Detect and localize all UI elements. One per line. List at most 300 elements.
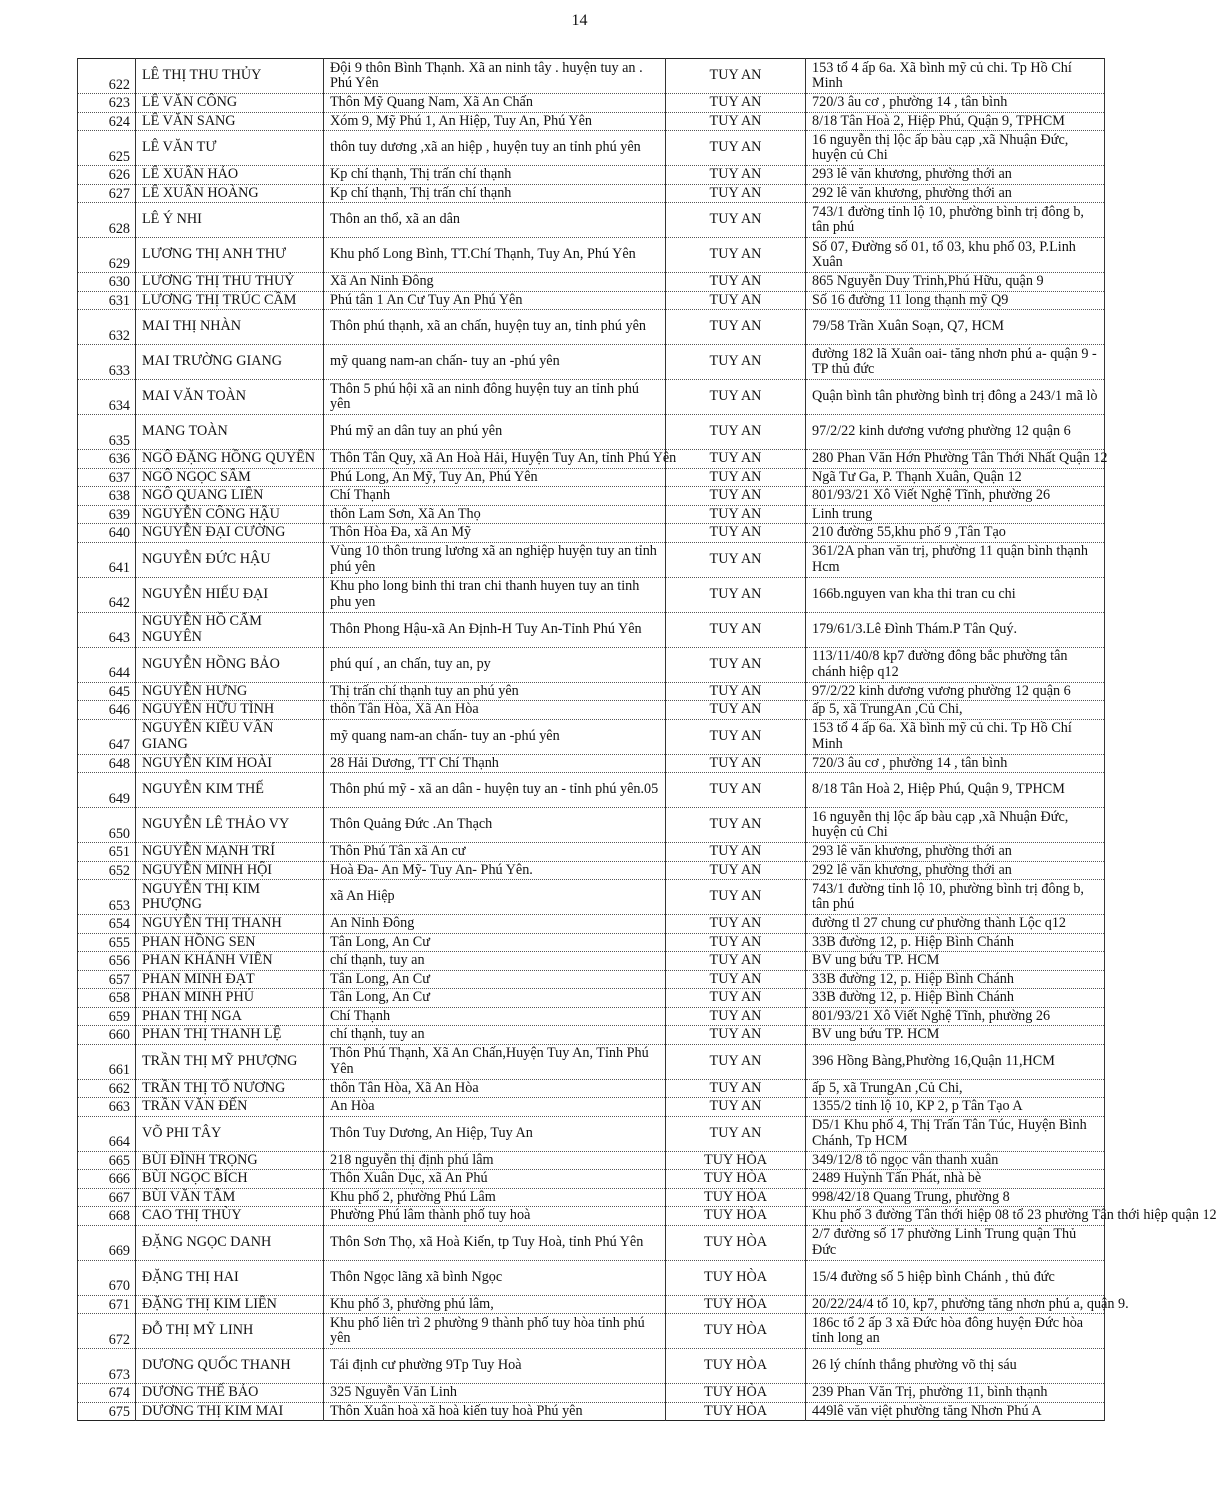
table-row bbox=[78, 754, 1105, 773]
row-number: 651 bbox=[78, 843, 136, 862]
home-address: Thôn Xuân Dục, xã An Phú bbox=[324, 1170, 666, 1189]
district: TUY HÒA bbox=[666, 1402, 806, 1421]
table-row bbox=[78, 1295, 1105, 1314]
home-address: Tái định cư phường 9Tp Tuy Hoà bbox=[324, 1349, 666, 1384]
current-address: 801/93/21 Xô Viết Nghệ Tĩnh, phường 26 bbox=[806, 487, 1105, 506]
home-address: Khu phố liên trì 2 phường 9 thành phố tuy hòa tỉnh phú yên bbox=[324, 1314, 666, 1349]
current-address: 293 lê văn khương, phường thới an bbox=[806, 843, 1105, 862]
full-name: NGUYỄN HIẾU ĐẠI bbox=[136, 577, 324, 612]
full-name: NGÔ QUANG LIÊN bbox=[136, 487, 324, 506]
full-name: BÙI VĂN TÂM bbox=[136, 1188, 324, 1207]
home-address: chí thạnh, tuy an bbox=[324, 1026, 666, 1045]
row-number: 663 bbox=[78, 1098, 136, 1117]
home-address: Thôn Quảng Đức .An Thạch bbox=[324, 808, 666, 843]
table-row bbox=[78, 647, 1105, 682]
table-row bbox=[78, 1384, 1105, 1403]
member-table bbox=[77, 58, 1217, 1421]
home-address: Chí Thạnh bbox=[324, 487, 666, 506]
row-number: 674 bbox=[78, 1384, 136, 1403]
row-number: 657 bbox=[78, 970, 136, 989]
current-address: 292 lê văn khương, phường thới an bbox=[806, 861, 1105, 880]
district: TUY HÒA bbox=[666, 1188, 806, 1207]
district: TUY AN bbox=[666, 238, 806, 273]
table-row bbox=[78, 166, 1105, 185]
table-row bbox=[78, 880, 1105, 915]
home-address: Thôn an thổ, xã an dân bbox=[324, 203, 666, 238]
home-address: thôn Tân Hòa, Xã An Hòa bbox=[324, 701, 666, 720]
full-name: PHAN THỊ THANH LỆ bbox=[136, 1026, 324, 1045]
full-name: LƯƠNG THỊ TRÚC CẦM bbox=[136, 291, 324, 310]
home-address: mỹ quang nam-an chấn- tuy an -phú yên bbox=[324, 345, 666, 380]
table-row bbox=[78, 861, 1105, 880]
district: TUY AN bbox=[666, 719, 806, 754]
table-row bbox=[78, 1402, 1105, 1421]
full-name: BÙI NGỌC BÍCH bbox=[136, 1170, 324, 1189]
table-row bbox=[78, 719, 1105, 754]
home-address: Kp chí thạnh, Thị trấn chí thạnh bbox=[324, 184, 666, 203]
full-name: NGUYỄN KIỀU VÂN GIANG bbox=[136, 719, 324, 754]
home-address: Thôn 5 phú hội xã an ninh đông huyện tuy an tỉnh phú yên bbox=[324, 380, 666, 415]
full-name: ĐẶNG NGỌC DANH bbox=[136, 1225, 324, 1260]
row-number: 652 bbox=[78, 861, 136, 880]
table-row bbox=[78, 1349, 1105, 1384]
full-name: NGUYỄN LÊ THẢO VY bbox=[136, 808, 324, 843]
current-address: 293 lê văn khương, phường thới an bbox=[806, 166, 1105, 185]
current-address: 79/58 Trần Xuân Soạn, Q7, HCM bbox=[806, 310, 1105, 345]
row-number: 629 bbox=[78, 238, 136, 273]
row-number: 638 bbox=[78, 487, 136, 506]
row-number: 654 bbox=[78, 915, 136, 934]
table-row bbox=[78, 59, 1105, 94]
home-address: Tân Long, An Cư bbox=[324, 989, 666, 1008]
district: TUY HÒA bbox=[666, 1384, 806, 1403]
district: TUY AN bbox=[666, 94, 806, 113]
current-address: 449lê văn việt phường tăng Nhơn Phú A bbox=[806, 1402, 1105, 1421]
home-address: Khu pho long binh thi tran chi thanh huyen tuy an tinh phu yen bbox=[324, 577, 666, 612]
current-address: ấp 5, xã TrungAn ,Củ Chi, bbox=[806, 1079, 1105, 1098]
home-address: Phú Long, An Mỹ, Tuy An, Phú Yên bbox=[324, 468, 666, 487]
full-name: PHAN MINH PHÚ bbox=[136, 989, 324, 1008]
table-row bbox=[78, 1314, 1105, 1349]
district: TUY HÒA bbox=[666, 1349, 806, 1384]
current-address: 179/61/3.Lê Đình Thám.P Tân Quý. bbox=[806, 612, 1105, 647]
full-name: LÊ XUÂN HẢO bbox=[136, 166, 324, 185]
current-address: Khu phố 3 đường Tân thới hiệp 08 tổ 23 phường Tân thới hiệp quận 12 bbox=[806, 1207, 1105, 1226]
district: TUY AN bbox=[666, 647, 806, 682]
home-address: Thôn Sơn Thọ, xã Hoà Kiến, tp Tuy Hoà, tỉnh Phú Yên bbox=[324, 1225, 666, 1260]
home-address: Tân Long, An Cư bbox=[324, 933, 666, 952]
home-address: Phường Phú lâm thành phố tuy hoà bbox=[324, 1207, 666, 1226]
member-table-wrapper bbox=[77, 58, 1217, 1421]
home-address: An Ninh Đông bbox=[324, 915, 666, 934]
district: TUY AN bbox=[666, 291, 806, 310]
full-name: TRẦN THỊ MỸ PHƯỢNG bbox=[136, 1044, 324, 1079]
current-address: 349/12/8 tô ngọc vân thanh xuân bbox=[806, 1151, 1105, 1170]
current-address: đường tl 27 chung cư phường thành Lộc q12 bbox=[806, 915, 1105, 934]
row-number: 626 bbox=[78, 166, 136, 185]
full-name: PHAN HỒNG SEN bbox=[136, 933, 324, 952]
full-name: CAO THỊ THÙY bbox=[136, 1207, 324, 1226]
row-number: 661 bbox=[78, 1044, 136, 1079]
row-number: 645 bbox=[78, 682, 136, 701]
table-row bbox=[78, 1044, 1105, 1079]
home-address: Thôn phú mỹ - xã an dân - huyện tuy an - tỉnh phú yên.05 bbox=[324, 773, 666, 808]
table-row bbox=[78, 450, 1105, 469]
current-address: 186c tổ 2 ấp 3 xã Đức hòa đông huyện Đức hòa tỉnh long an bbox=[806, 1314, 1105, 1349]
table-row bbox=[78, 612, 1105, 647]
table-row bbox=[78, 577, 1105, 612]
table-row bbox=[78, 1188, 1105, 1207]
table-row bbox=[78, 773, 1105, 808]
row-number: 653 bbox=[78, 880, 136, 915]
table-row bbox=[78, 131, 1105, 166]
table-row bbox=[78, 1079, 1105, 1098]
row-number: 633 bbox=[78, 345, 136, 380]
district: TUY AN bbox=[666, 989, 806, 1008]
row-number: 624 bbox=[78, 112, 136, 131]
table-row bbox=[78, 345, 1105, 380]
district: TUY AN bbox=[666, 682, 806, 701]
table-row bbox=[78, 505, 1105, 524]
home-address: Thôn Phú Tân xã An cư bbox=[324, 843, 666, 862]
row-number: 650 bbox=[78, 808, 136, 843]
district: TUY AN bbox=[666, 1007, 806, 1026]
home-address: mỹ quang nam-an chấn- tuy an -phú yên bbox=[324, 719, 666, 754]
row-number: 628 bbox=[78, 203, 136, 238]
current-address: 33B đường 12, p. Hiệp Bình Chánh bbox=[806, 989, 1105, 1008]
full-name: NGUYỄN ĐẠI CƯỜNG bbox=[136, 524, 324, 543]
full-name: NGUYỄN HỒNG BẢO bbox=[136, 647, 324, 682]
row-number: 631 bbox=[78, 291, 136, 310]
home-address: Hoà Đa- An Mỹ- Tuy An- Phú Yên. bbox=[324, 861, 666, 880]
district: TUY AN bbox=[666, 952, 806, 971]
row-number: 673 bbox=[78, 1349, 136, 1384]
home-address: Thôn Hòa Đa, xã An Mỹ bbox=[324, 524, 666, 543]
row-number: 627 bbox=[78, 184, 136, 203]
row-number: 635 bbox=[78, 415, 136, 450]
full-name: MANG TOÀN bbox=[136, 415, 324, 450]
current-address: 16 nguyễn thị lộc ấp bàu cạp ,xã Nhuận Đức, huyện củ Chi bbox=[806, 131, 1105, 166]
district: TUY HÒA bbox=[666, 1314, 806, 1349]
home-address: thôn Lam Sơn, Xã An Thọ bbox=[324, 505, 666, 524]
row-number: 648 bbox=[78, 754, 136, 773]
district: TUY AN bbox=[666, 701, 806, 720]
home-address: Đội 9 thôn Bình Thạnh. Xã an ninh tây . huyện tuy an . Phú Yên bbox=[324, 59, 666, 94]
row-number: 672 bbox=[78, 1314, 136, 1349]
table-row bbox=[78, 112, 1105, 131]
row-number: 675 bbox=[78, 1402, 136, 1421]
full-name: NGUYỄN THỊ KIM PHƯỢNG bbox=[136, 880, 324, 915]
row-number: 665 bbox=[78, 1151, 136, 1170]
full-name: LƯƠNG THỊ THU THUỶ bbox=[136, 273, 324, 292]
current-address: 720/3 âu cơ , phường 14 , tân bình bbox=[806, 754, 1105, 773]
full-name: NGUYỄN KIM THẾ bbox=[136, 773, 324, 808]
full-name: NGUYỄN HƯNG bbox=[136, 682, 324, 701]
full-name: NGUYỄN KIM HOÀI bbox=[136, 754, 324, 773]
full-name: DƯƠNG QUỐC THANH bbox=[136, 1349, 324, 1384]
row-number: 668 bbox=[78, 1207, 136, 1226]
full-name: TRẦN THỊ TỐ NƯƠNG bbox=[136, 1079, 324, 1098]
district: TUY AN bbox=[666, 450, 806, 469]
current-address: 396 Hồng Bàng,Phường 16,Quận 11,HCM bbox=[806, 1044, 1105, 1079]
current-address: 361/2A phan văn trị, phường 11 quận bình thạnh Hcm bbox=[806, 542, 1105, 577]
row-number: 622 bbox=[78, 59, 136, 94]
row-number: 634 bbox=[78, 380, 136, 415]
current-address: 743/1 đường tỉnh lộ 10, phường bình trị đông b, tân phú bbox=[806, 203, 1105, 238]
row-number: 644 bbox=[78, 647, 136, 682]
table-row bbox=[78, 933, 1105, 952]
full-name: NGÔ NGỌC SÂM bbox=[136, 468, 324, 487]
table-row bbox=[78, 273, 1105, 292]
full-name: MAI THỊ NHÀN bbox=[136, 310, 324, 345]
home-address: xã An Hiệp bbox=[324, 880, 666, 915]
full-name: PHAN MINH ĐẠT bbox=[136, 970, 324, 989]
row-number: 669 bbox=[78, 1225, 136, 1260]
table-row bbox=[78, 952, 1105, 971]
row-number: 636 bbox=[78, 450, 136, 469]
current-address: 153 tổ 4 ấp 6a. Xã bình mỹ củ chi. Tp Hồ Chí Minh bbox=[806, 59, 1105, 94]
current-address: 153 tổ 4 ấp 6a. Xã bình mỹ củ chi. Tp Hồ Chí Minh bbox=[806, 719, 1105, 754]
row-number: 662 bbox=[78, 1079, 136, 1098]
row-number: 660 bbox=[78, 1026, 136, 1045]
row-number: 667 bbox=[78, 1188, 136, 1207]
table-row bbox=[78, 310, 1105, 345]
table-row bbox=[78, 487, 1105, 506]
home-address: 28 Hải Dương, TT Chí Thạnh bbox=[324, 754, 666, 773]
home-address: Khu phố 2, phường Phú Lâm bbox=[324, 1188, 666, 1207]
district: TUY AN bbox=[666, 166, 806, 185]
row-number: 640 bbox=[78, 524, 136, 543]
home-address: Thôn Tân Quy, xã An Hoà Hải, Huyện Tuy An, tỉnh Phú Yên bbox=[324, 450, 666, 469]
district: TUY AN bbox=[666, 915, 806, 934]
home-address: Tân Long, An Cư bbox=[324, 970, 666, 989]
row-number: 643 bbox=[78, 612, 136, 647]
row-number: 649 bbox=[78, 773, 136, 808]
district: TUY AN bbox=[666, 273, 806, 292]
table-row bbox=[78, 1260, 1105, 1295]
current-address: 239 Phan Văn Trị, phường 11, bình thạnh bbox=[806, 1384, 1105, 1403]
row-number: 656 bbox=[78, 952, 136, 971]
home-address: Thôn phú thạnh, xã an chấn, huyện tuy an, tỉnh phú yên bbox=[324, 310, 666, 345]
row-number: 623 bbox=[78, 94, 136, 113]
full-name: NGUYỄN ĐỨC HẬU bbox=[136, 542, 324, 577]
row-number: 658 bbox=[78, 989, 136, 1008]
district: TUY AN bbox=[666, 843, 806, 862]
full-name: NGUYỄN THỊ THANH bbox=[136, 915, 324, 934]
district: TUY AN bbox=[666, 505, 806, 524]
table-row bbox=[78, 524, 1105, 543]
home-address: An Hòa bbox=[324, 1098, 666, 1117]
table-row bbox=[78, 915, 1105, 934]
home-address: phú quí , an chấn, tuy an, py bbox=[324, 647, 666, 682]
full-name: NGUYỄN MINH HỘI bbox=[136, 861, 324, 880]
current-address: đường 182 lã Xuân oai- tăng nhơn phú a- quận 9 -TP thủ đức bbox=[806, 345, 1105, 380]
district: TUY AN bbox=[666, 59, 806, 94]
district: TUY AN bbox=[666, 933, 806, 952]
full-name: PHAN KHÁNH VIÊN bbox=[136, 952, 324, 971]
full-name: LƯƠNG THỊ ANH THƯ bbox=[136, 238, 324, 273]
home-address: Chí Thạnh bbox=[324, 1007, 666, 1026]
current-address: 113/11/40/8 kp7 đường đông bắc phường tân chánh hiệp q12 bbox=[806, 647, 1105, 682]
table-row bbox=[78, 1151, 1105, 1170]
district: TUY AN bbox=[666, 773, 806, 808]
current-address: 8/18 Tân Hoà 2, Hiệp Phú, Quận 9, TPHCM bbox=[806, 773, 1105, 808]
district: TUY AN bbox=[666, 487, 806, 506]
row-number: 639 bbox=[78, 505, 136, 524]
full-name: DƯƠNG THẾ BẢO bbox=[136, 1384, 324, 1403]
home-address: thôn Tân Hòa, Xã An Hòa bbox=[324, 1079, 666, 1098]
home-address: 325 Nguyễn Văn Linh bbox=[324, 1384, 666, 1403]
district: TUY AN bbox=[666, 880, 806, 915]
row-number: 655 bbox=[78, 933, 136, 952]
current-address: 2489 Huỳnh Tấn Phát, nhà bè bbox=[806, 1170, 1105, 1189]
table-row bbox=[78, 184, 1105, 203]
full-name: PHAN THỊ NGA bbox=[136, 1007, 324, 1026]
table-row bbox=[78, 415, 1105, 450]
full-name: LÊ VĂN TƯ bbox=[136, 131, 324, 166]
row-number: 664 bbox=[78, 1116, 136, 1151]
table-row bbox=[78, 682, 1105, 701]
row-number: 659 bbox=[78, 1007, 136, 1026]
row-number: 666 bbox=[78, 1170, 136, 1189]
full-name: ĐẶNG THỊ KIM LIÊN bbox=[136, 1295, 324, 1314]
current-address: 8/18 Tân Hoà 2, Hiệp Phú, Quận 9, TPHCM bbox=[806, 112, 1105, 131]
home-address: Kp chí thạnh, Thị trấn chí thạnh bbox=[324, 166, 666, 185]
current-address: 801/93/21 Xô Viết Nghệ Tĩnh, phường 26 bbox=[806, 1007, 1105, 1026]
home-address: Xã An Ninh Đông bbox=[324, 273, 666, 292]
full-name: MAI VĂN TOÀN bbox=[136, 380, 324, 415]
current-address: 1355/2 tỉnh lộ 10, KP 2, p Tân Tạo A bbox=[806, 1098, 1105, 1117]
table-row bbox=[78, 380, 1105, 415]
district: TUY AN bbox=[666, 1044, 806, 1079]
full-name: LÊ VĂN SANG bbox=[136, 112, 324, 131]
current-address: 720/3 âu cơ , phường 14 , tân bình bbox=[806, 94, 1105, 113]
district: TUY AN bbox=[666, 524, 806, 543]
row-number: 637 bbox=[78, 468, 136, 487]
table-row bbox=[78, 1026, 1105, 1045]
current-address: 33B đường 12, p. Hiệp Bình Chánh bbox=[806, 933, 1105, 952]
row-number: 647 bbox=[78, 719, 136, 754]
row-number: 641 bbox=[78, 542, 136, 577]
current-address: 15/4 đường số 5 hiệp bình Chánh , thủ đức bbox=[806, 1260, 1105, 1295]
current-address: 166b.nguyen van kha thi tran cu chi bbox=[806, 577, 1105, 612]
current-address: BV ung bứu TP. HCM bbox=[806, 952, 1105, 971]
current-address: BV ung bứu TP. HCM bbox=[806, 1026, 1105, 1045]
home-address: Thôn Tuy Dương, An Hiệp, Tuy An bbox=[324, 1116, 666, 1151]
row-number: 671 bbox=[78, 1295, 136, 1314]
home-address: Thôn Xuân hoà xã hoà kiến tuy hoà Phú yên bbox=[324, 1402, 666, 1421]
table-row bbox=[78, 1007, 1105, 1026]
district: TUY AN bbox=[666, 577, 806, 612]
current-address: 865 Nguyễn Duy Trinh,Phú Hữu, quận 9 bbox=[806, 273, 1105, 292]
home-address: Thôn Phú Thạnh, Xã An Chấn,Huyện Tuy An, Tỉnh Phú Yên bbox=[324, 1044, 666, 1079]
full-name: NGUYỄN MẠNH TRÍ bbox=[136, 843, 324, 862]
full-name: NGUYỄN CÔNG HẬU bbox=[136, 505, 324, 524]
district: TUY HÒA bbox=[666, 1170, 806, 1189]
district: TUY AN bbox=[666, 1079, 806, 1098]
home-address: Vùng 10 thôn trung lương xã an nghiệp huyện tuy an tỉnh phú yên bbox=[324, 542, 666, 577]
district: TUY AN bbox=[666, 345, 806, 380]
member-table-body bbox=[78, 59, 1217, 1421]
district: TUY AN bbox=[666, 1116, 806, 1151]
table-row bbox=[78, 1170, 1105, 1189]
district: TUY AN bbox=[666, 1026, 806, 1045]
table-row bbox=[78, 291, 1105, 310]
current-address: D5/1 Khu phố 4, Thị Trấn Tân Túc, Huyện Bình Chánh, Tp HCM bbox=[806, 1116, 1105, 1151]
row-number: 642 bbox=[78, 577, 136, 612]
full-name: BÙI ĐÌNH TRỌNG bbox=[136, 1151, 324, 1170]
district: TUY HÒA bbox=[666, 1151, 806, 1170]
table-row bbox=[78, 970, 1105, 989]
table-row bbox=[78, 808, 1105, 843]
full-name: TRẦN VĂN ĐẾN bbox=[136, 1098, 324, 1117]
row-number: 632 bbox=[78, 310, 136, 345]
district: TUY AN bbox=[666, 184, 806, 203]
current-address: 743/1 đường tỉnh lộ 10, phường bình trị đông b, tân phú bbox=[806, 880, 1105, 915]
district: TUY AN bbox=[666, 112, 806, 131]
district: TUY HÒA bbox=[666, 1295, 806, 1314]
district: TUY AN bbox=[666, 861, 806, 880]
table-row bbox=[78, 1098, 1105, 1117]
district: TUY AN bbox=[666, 310, 806, 345]
row-number: 630 bbox=[78, 273, 136, 292]
home-address: Khu phố Long Bình, TT.Chí Thạnh, Tuy An, Phú Yên bbox=[324, 238, 666, 273]
current-address: 998/42/18 Quang Trung, phường 8 bbox=[806, 1188, 1105, 1207]
current-address: 2/7 đường số 17 phường Linh Trung quận Thủ Đức bbox=[806, 1225, 1105, 1260]
current-address: 97/2/22 kinh dương vương phường 12 quận 6 bbox=[806, 415, 1105, 450]
table-row bbox=[78, 701, 1105, 720]
table-row bbox=[78, 843, 1105, 862]
current-address: Quận bình tân phường bình trị đông a 243/1 mã lò bbox=[806, 380, 1105, 415]
full-name: ĐẶNG THỊ HAI bbox=[136, 1260, 324, 1295]
full-name: LÊ XUÂN HOÀNG bbox=[136, 184, 324, 203]
district: TUY AN bbox=[666, 468, 806, 487]
current-address: Ngã Tư Ga, P. Thạnh Xuân, Quận 12 bbox=[806, 468, 1105, 487]
current-address: Số 07, Đường số 01, tổ 03, khu phố 03, P.Linh Xuân bbox=[806, 238, 1105, 273]
table-row bbox=[78, 989, 1105, 1008]
current-address: 26 lý chính thắng phường võ thị sáu bbox=[806, 1349, 1105, 1384]
full-name: DƯƠNG THỊ KIM MAI bbox=[136, 1402, 324, 1421]
district: TUY AN bbox=[666, 970, 806, 989]
full-name: LÊ THỊ THU THỦY bbox=[136, 59, 324, 94]
full-name: LÊ Ý NHI bbox=[136, 203, 324, 238]
home-address: Phú mỹ an dân tuy an phú yên bbox=[324, 415, 666, 450]
district: TUY AN bbox=[666, 131, 806, 166]
home-address: chí thạnh, tuy an bbox=[324, 952, 666, 971]
full-name: VÕ PHI TÂY bbox=[136, 1116, 324, 1151]
home-address: 218 nguyễn thị định phú lâm bbox=[324, 1151, 666, 1170]
home-address: Thôn Ngọc lãng xã bình Ngọc bbox=[324, 1260, 666, 1295]
home-address: Thôn Mỹ Quang Nam, Xã An Chấn bbox=[324, 94, 666, 113]
page-number: 14 bbox=[571, 12, 588, 29]
table-row bbox=[78, 203, 1105, 238]
table-row bbox=[78, 94, 1105, 113]
full-name: MAI TRƯỜNG GIANG bbox=[136, 345, 324, 380]
district: TUY HÒA bbox=[666, 1260, 806, 1295]
table-row bbox=[78, 1116, 1105, 1151]
district: TUY AN bbox=[666, 754, 806, 773]
current-address: 210 đường 55,khu phố 9 ,Tân Tạo bbox=[806, 524, 1105, 543]
current-address: Số 16 đường 11 long thạnh mỹ Q9 bbox=[806, 291, 1105, 310]
district: TUY AN bbox=[666, 612, 806, 647]
current-address: 20/22/24/4 tổ 10, kp7, phường tăng nhơn phú a, quận 9. bbox=[806, 1295, 1105, 1314]
current-address: ấp 5, xã TrungAn ,Củ Chi, bbox=[806, 701, 1105, 720]
full-name: NGÔ ĐẶNG HỒNG QUYÊN bbox=[136, 450, 324, 469]
district: TUY AN bbox=[666, 380, 806, 415]
home-address: Phú tân 1 An Cư Tuy An Phú Yên bbox=[324, 291, 666, 310]
row-number: 625 bbox=[78, 131, 136, 166]
home-address: Xóm 9, Mỹ Phú 1, An Hiệp, Tuy An, Phú Yên bbox=[324, 112, 666, 131]
